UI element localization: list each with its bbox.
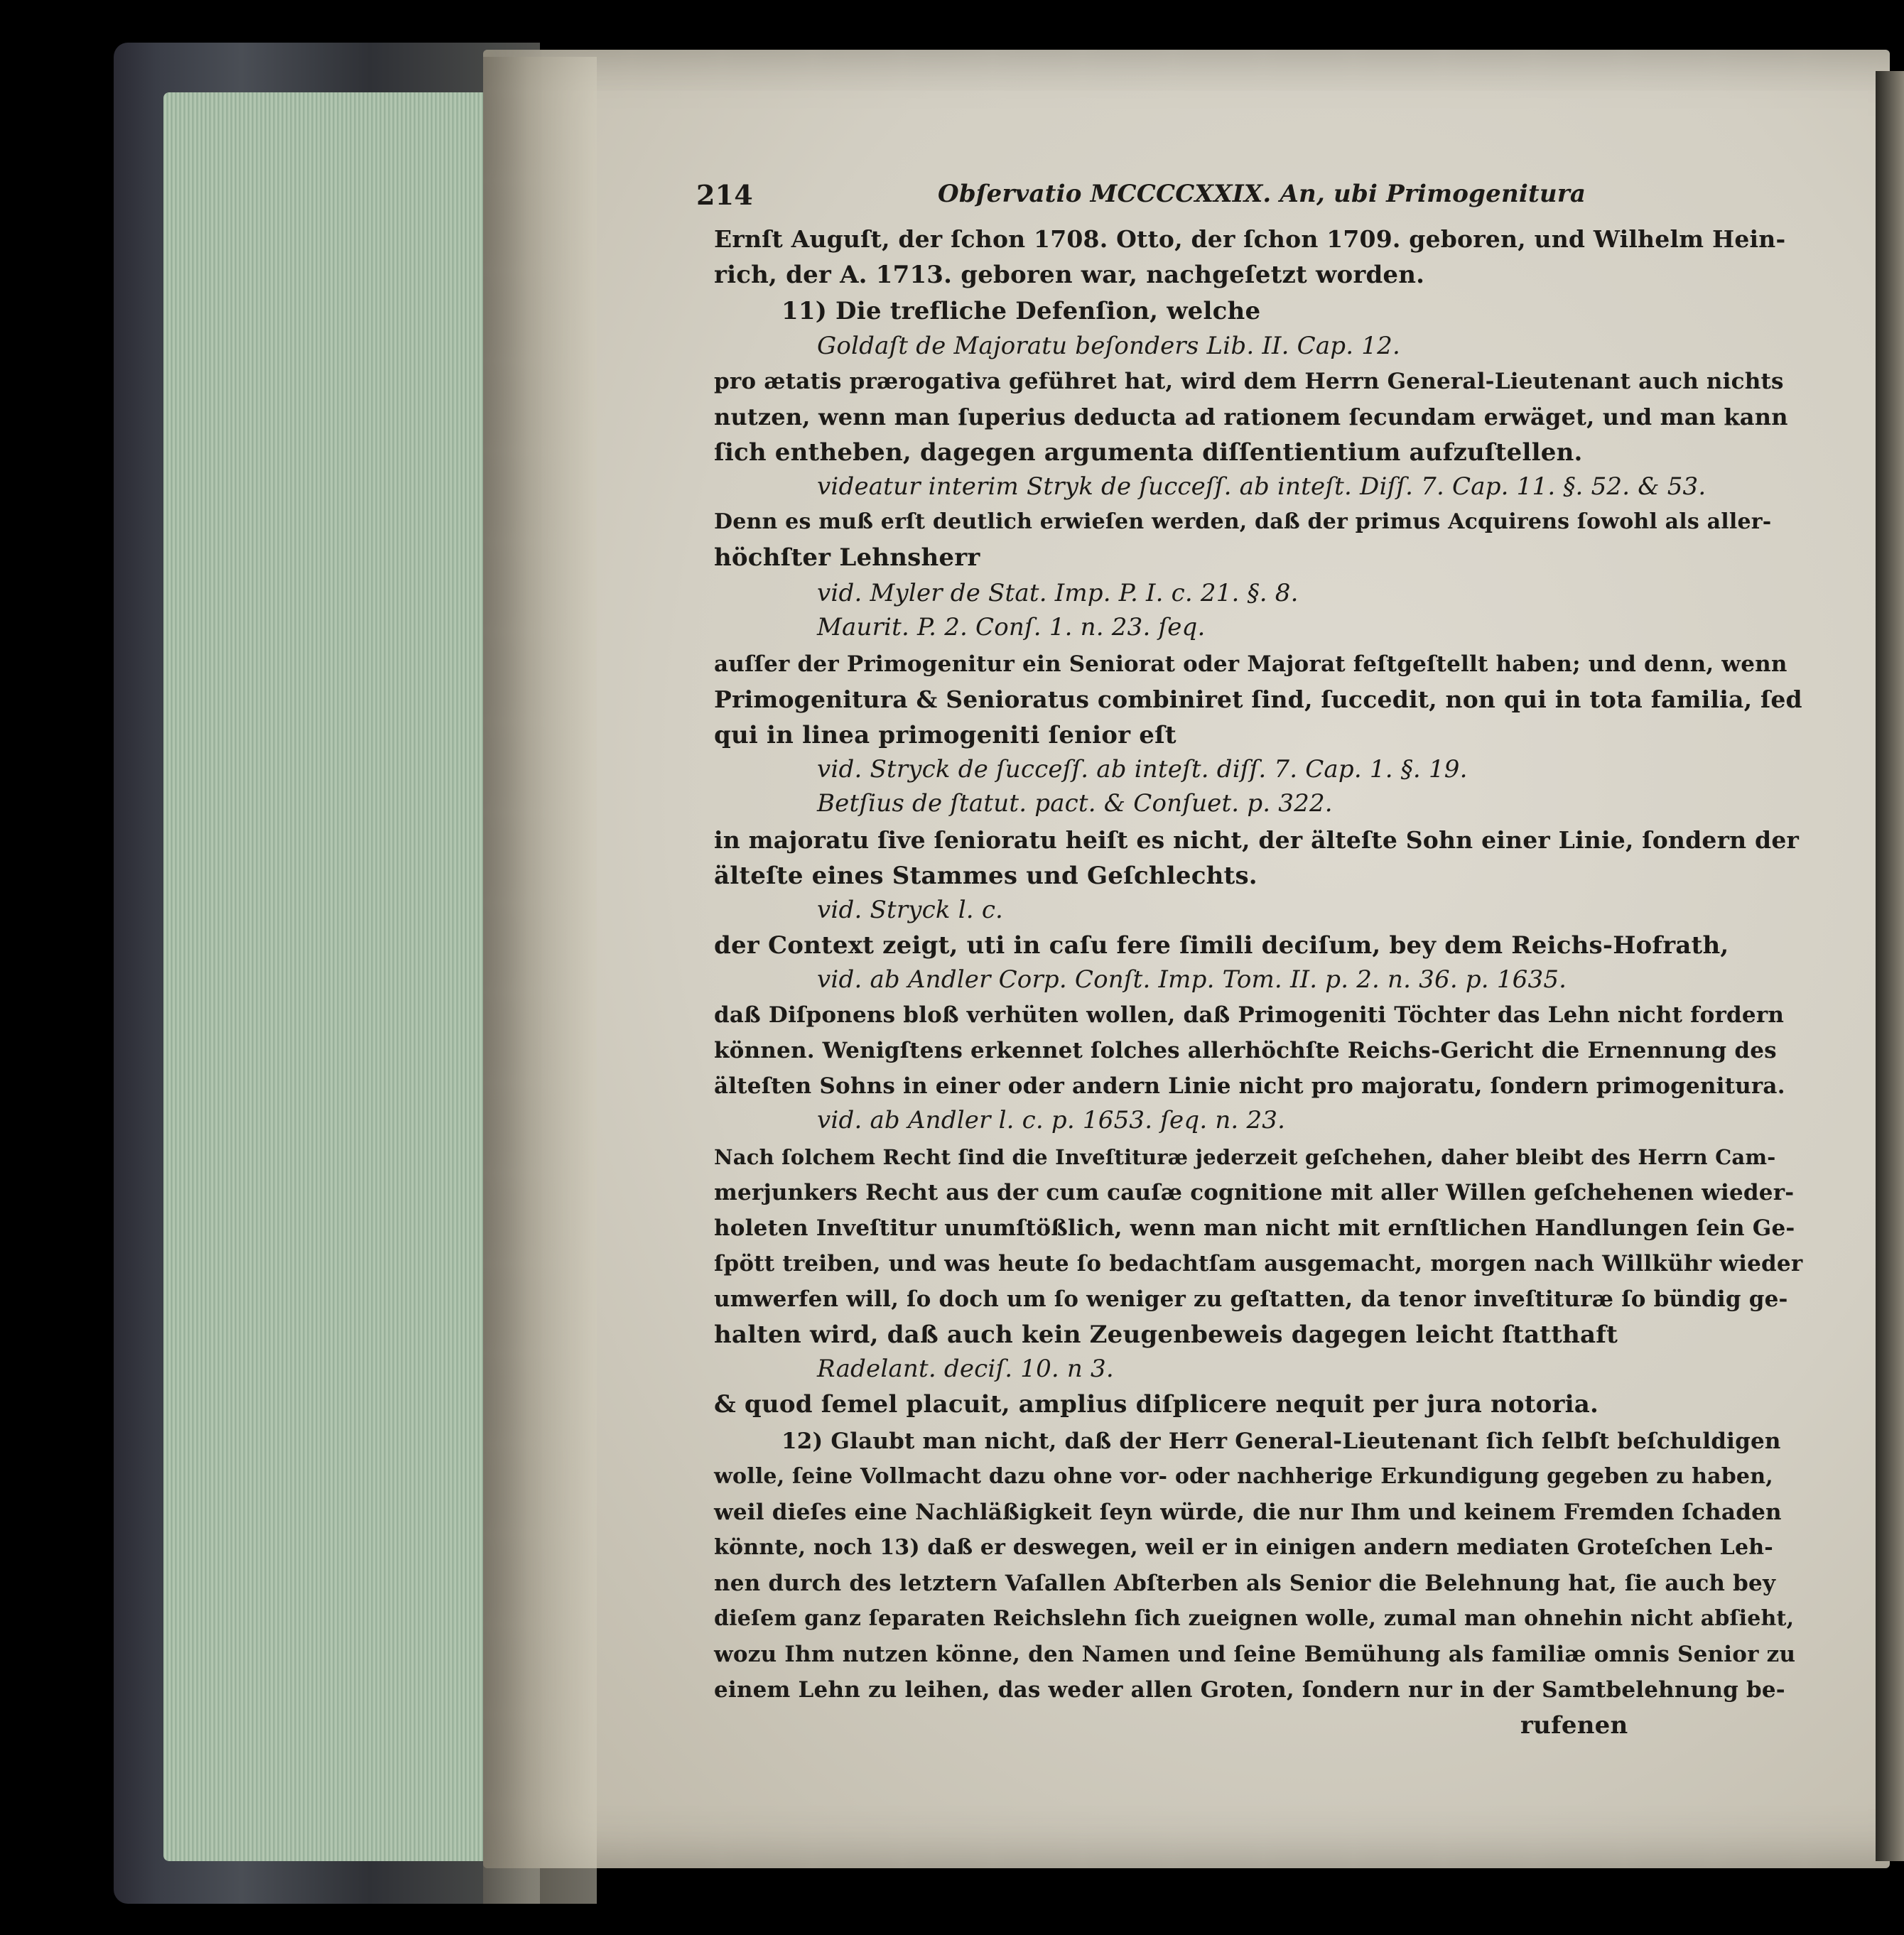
citation-line: vid. ab Andler l. c. p. 1653. ſeq. n. 23. [817,1106,1286,1134]
text-line: Nach ſolchem Recht ſind die Inveſtituræ jederzeit geſchehen, daher bleibt des Herrn Cam- [714,1145,1776,1169]
text-line: wolle, ſeine Vollmacht dazu ohne vor- oder nachherige Erkundigung gegeben zu haben, [714,1464,1773,1489]
text-line: ſich entheben, dagegen argumenta diſſentientium aufzuſtellen. [714,438,1583,467]
text-line: einem Lehn zu leihen, das weder allen Groten, ſondern nur in der Samtbelehnung be- [714,1677,1785,1703]
text-line: 11) Die trefliche Defenſion, welche [781,297,1261,325]
text-line: in majoratu ſive ſenioratu heiſt es nicht, der älteſte Sohn einer Linie, ſondern der [714,826,1800,854]
gutter-shadow [483,57,597,1904]
text-line: der Context zeigt, uti in caſu fere ſimili deciſum, bey dem Reichs-Hofrath, [714,931,1729,960]
right-page-edge [1876,71,1904,1861]
citation-line: vid. Myler de Stat. Imp. P. I. c. 21. §. 8. [817,579,1299,607]
text-line: dieſem ganz ſeparaten Reichslehn ſich zueignen wolle, zumal man ohnehin nicht abſieht, [714,1606,1795,1631]
text-line: nen durch des letztern Vaſallen Abſterben als Senior die Belehnung hat, ſie auch bey [714,1571,1776,1596]
citation-line: vid. Stryck de ſucceſſ. ab inteſt. diſſ. 7. Cap. 1. §. 19. [817,755,1468,784]
text-line: höchſter Lehnsherr [714,543,980,572]
citation-line: Radelant. deciſ. 10. n 3. [817,1355,1114,1383]
citation-line: Maurit. P. 2. Conſ. 1. n. 23. ſeq. [817,613,1206,641]
citation-line: Goldaſt de Majoratu beſonders Lib. II. Cap. 12. [817,332,1400,360]
text-line: holeten Inveſtitur unumſtößlich, wenn man nicht mit ernſtlichen Handlungen ſein Ge- [714,1215,1795,1241]
text-line: daß Diſponens bloß verhüten wollen, daß Primogeniti Töchter das Lehn nicht fordern [714,1002,1785,1028]
text-line: Primogenitura & Senioratus combiniret ſind, ſuccedit, non qui in tota familia, ſed [714,685,1802,713]
text-line: könnte, noch 13) daß er deswegen, weil er in einigen andern mediaten Groteſchen Leh- [714,1535,1773,1560]
catchword: rufenen [1520,1711,1628,1740]
text-line: halten wird, daß auch kein Zeugenbeweis dagegen leicht ſtatthaft [714,1321,1618,1349]
text-line: wozu Ihm nutzen könne, den Namen und ſeine Bemühung als familiæ omnis Senior zu [714,1642,1796,1667]
page-number: 214 [696,179,753,211]
text-line: umwerfen will, ſo doch um ſo weniger zu geſtatten, da tenor inveſtituræ ſo bündig ge- [714,1286,1788,1312]
text-line: können. Wenigſtens erkennet ſolches allerhöchſte Reichs-Gericht die Ernennung des [714,1038,1777,1063]
citation-line: Betſius de ſtatut. pact. & Conſuet. p. 322. [817,789,1333,818]
text-line: nutzen, wenn man ſuperius deducta ad rationem ſecundam erwäget, und man kann [714,403,1788,430]
citation-line: vid. Stryck l. c. [817,896,1004,924]
text-line: Denn es muß erſt deutlich erwieſen werden, daß der primus Acquirens ſowohl als aller- [714,509,1772,534]
page-edges [163,92,497,1861]
citation-line: vid. ab Andler Corp. Conſt. Imp. Tom. II. p. 2. n. 36. p. 1635. [817,965,1567,994]
citation-line: videatur interim Stryk de ſucceſſ. ab inteſt. Diſſ. 7. Cap. 11. §. 52. & 53. [817,472,1706,501]
text-line: merjunkers Recht aus der cum cauſæ cognitione mit aller Willen geſchehenen wieder- [714,1180,1795,1205]
text-line: Ernſt Auguſt, der ſchon 1708. Otto, der ſchon 1709. geboren, und Wilhelm Hein- [714,225,1786,253]
text-line: ſpött treiben, und was heute ſo bedachtſam ausgemacht, morgen nach Willkühr wieder [714,1251,1803,1277]
text-line: & quod ſemel placuit, amplius diſplicere nequit per jura notoria. [714,1390,1599,1419]
text-line: älteſten Sohns in einer oder andern Linie nicht pro majoratu, ſondern primogenitura. [714,1073,1785,1099]
text-line: älteſte eines Stammes und Geſchlechts. [714,862,1257,890]
text-line: auſſer der Primogenitur ein Seniorat oder Majorat feſtgeſtellt haben; und denn, wenn [714,651,1787,677]
running-title: Obſervatio MCCCCXXIX. An, ubi Primogenitura [938,180,1586,208]
text-line: pro ætatis prærogativa geführet hat, wird dem Herrn General-Lieutenant auch nichts [714,369,1784,394]
text-line: qui in linea primogeniti ſenior eſt [714,721,1177,749]
text-line: 12) Glaubt man nicht, daß der Herr General-Lieutenant ſich ſelbſt beſchuldigen [781,1429,1781,1454]
text-line: weil dieſes eine Nachläßigkeit ſeyn würde, die nur Ihm und keinem Fremden ſchaden [714,1500,1782,1525]
text-line: rich, der A. 1713. geboren war, nachgeſetzt worden. [714,261,1425,289]
